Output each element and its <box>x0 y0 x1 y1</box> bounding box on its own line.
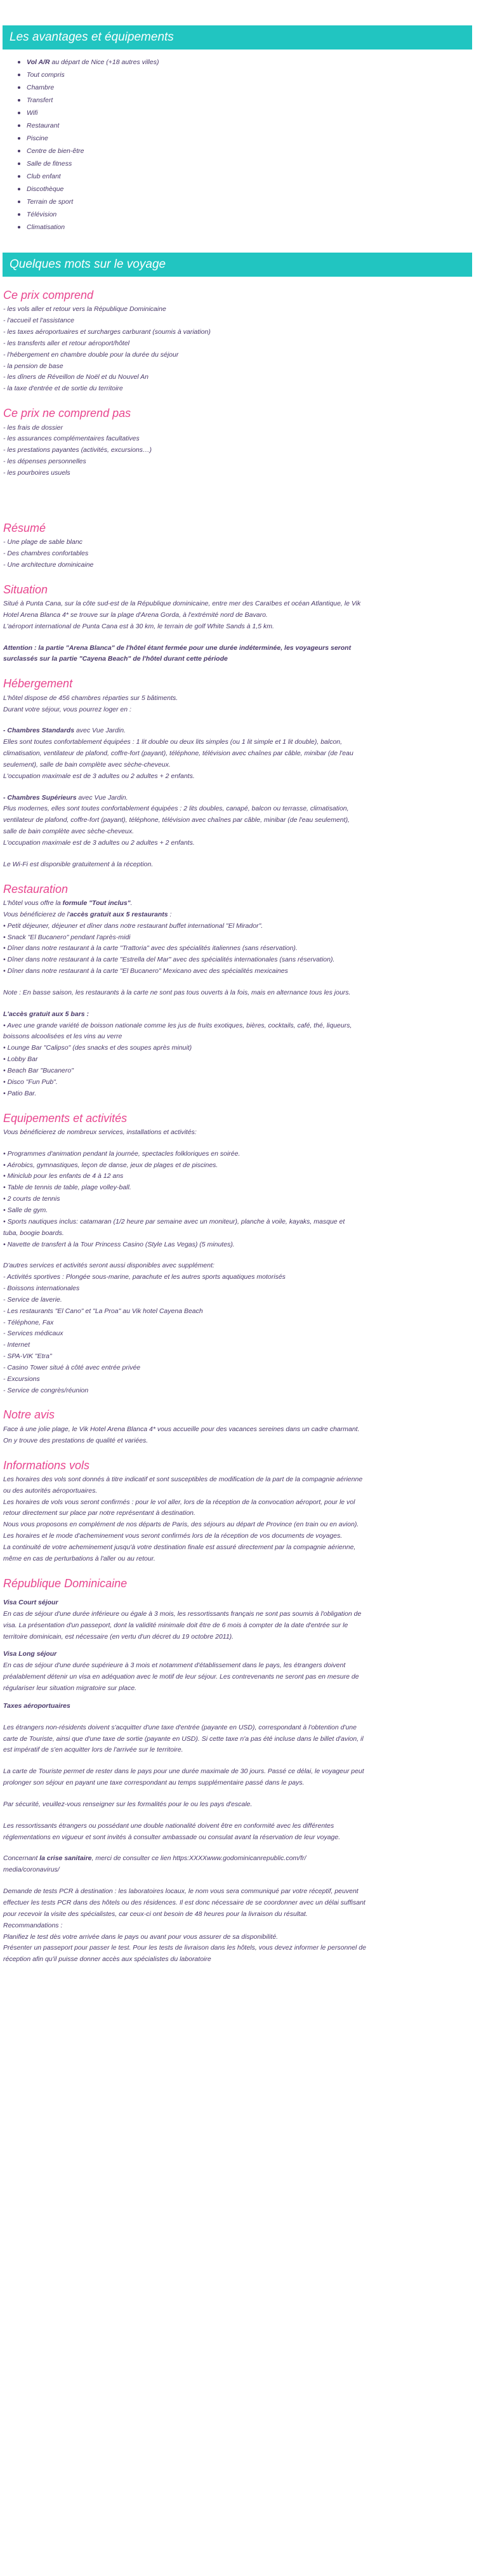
text-line: tuba, boogie boards. <box>3 1229 64 1237</box>
text-line: • Petit déjeuner, déjeuner et dîner dans notre restaurant buffet international "El Mirador". <box>3 921 263 930</box>
text-line: - Services médicaux <box>3 1330 63 1338</box>
ressortissants-text <box>3 1821 475 1844</box>
text-line: Elles sont toutes confortablement équipées : 1 lit double ou deux lits simples (ou 1 lit simple et 1 lit double), balcon, <box>3 738 343 746</box>
text-line: • Patio Bar. <box>3 1089 37 1097</box>
heading-prix-comprend: Ce prix comprend <box>3 289 94 301</box>
text-line: seulement), salle de bain complète avec sèche-cheveux. <box>3 760 171 769</box>
amenity-item: Centre de bien-être <box>18 145 481 157</box>
text-line: • Dîner dans notre restaurant à la carte "El Bucanero" Mexicano avec des spécialités mexicaines <box>3 967 288 975</box>
text-line: même en cas de perturbations à l'aller ou au retour. <box>3 1554 155 1562</box>
paid-services-intro: D'autres services et activités seront aussi disponibles avec supplément: <box>3 1262 214 1270</box>
text-line: Les étrangers non-résidents doivent s'acquitter d'une taxe d'entrée (payante en USD), correspondant à l'obtention d'une <box>3 1723 357 1731</box>
text-line: • Avec une grande variété de boisson nationale comme les jus de fruits exotiques, bières, cocktails, café, thé, liqueurs, <box>3 1021 352 1029</box>
text-line: territoire dominicain, est nécessaire (en vertu d'un décret du 19 octobre 2011). <box>3 1632 234 1641</box>
taxes-heading: Taxes aéroportuaires <box>3 1701 70 1710</box>
amenity-item: Télévision <box>18 208 481 221</box>
bars-list <box>3 1020 475 1100</box>
informations-vols-text <box>3 1474 475 1565</box>
standard-room-heading: - Chambres Standards avec Vue Jardin. <box>3 727 126 735</box>
text-line: - les transferts aller et retour aéroport/hôtel <box>3 339 130 347</box>
prix-ne-comprend-list <box>3 423 475 479</box>
text-line: • Lounge Bar "Calipso" (des snacks et des soupes après minuit) <box>3 1044 192 1052</box>
heading-restauration: Restauration <box>3 882 69 895</box>
wifi-note: Le Wi-Fi est disponible gratuitement à la réception. <box>3 860 154 868</box>
paid-services-list <box>3 1272 475 1396</box>
text-line: L'aéroport international de Punta Cana est à 30 km, le terrain de golf White Sands à 1,5 km. <box>3 622 274 630</box>
text-line: • Snack "El Bucanero" pendant l'après-midi <box>3 933 131 941</box>
amenity-item: Tout compris <box>18 69 481 81</box>
text-line: surclassés sur la partie "Cayena Beach" de l'hôtel durant cette période <box>3 655 228 663</box>
heading-informations-vols: Informations vols <box>3 1458 90 1472</box>
text-line: - Service de congrès/réunion <box>3 1386 89 1394</box>
amenity-item: Terrain de sport <box>18 195 481 208</box>
amenities-list <box>0 56 481 234</box>
visa-long-text <box>3 1660 475 1694</box>
text-line: Situé à Punta Cana, sur la côte sud-est de la République dominicaine, entre mer des Caraïbes et océan Atlantique, le Vik <box>3 600 361 608</box>
text-line: - Activités sportives : Plongée sous-marine, parachute et les autres sports aquatiques motorisés <box>3 1273 286 1281</box>
section-header-voyage: Quelques mots sur le voyage <box>3 253 472 277</box>
text-line: - Service de laverie. <box>3 1295 62 1304</box>
text-line: - les prestations payantes (activités, excursions…) <box>3 446 152 454</box>
text-line: - les taxes aéroportuaires et surcharges carburant (soumis à variation) <box>3 328 211 336</box>
heading-situation: Situation <box>3 583 48 596</box>
text-line: - les pourboires usuels <box>3 468 70 477</box>
standard-room-text <box>3 737 475 782</box>
text-line: - l'hébergement en chambre double pour la durée du séjour <box>3 350 179 359</box>
text-line: • Dîner dans notre restaurant à la carte "Trattoria" avec des spécialités italiennes (sans réservation). <box>3 944 298 953</box>
text-line: Durant votre séjour, vous pourrez loger en : <box>3 705 131 713</box>
amenity-item: Restaurant <box>18 119 481 132</box>
text-line: • Table de tennis de table, plage volley-ball. <box>3 1184 131 1192</box>
text-line: • Aérobics, gymnastiques, leçon de danse, jeux de plages et de piscines. <box>3 1161 218 1169</box>
taxes-text <box>3 1722 475 1757</box>
text-line: - Des chambres confortables <box>3 549 89 557</box>
text-line: • 2 courts de tennis <box>3 1195 60 1203</box>
text-line: Les horaires de vols vous seront confirmés : pour le vol aller, lors de la réception de la convocation aéroport, pour le vol <box>3 1498 355 1506</box>
text-line: climatisation, ventilateur de plafond, coffre-fort (payant), téléphone, télévision avec chaînes par câble, minibar (de l'eau <box>3 750 353 758</box>
text-line: • Beach Bar "Bucanero" <box>3 1067 74 1074</box>
text-line: Demande de tests PCR à destination : les laboratoires locaux, le nom vous sera communiqué par votre réceptif, peuvent <box>3 1887 359 1896</box>
text-line: - SPA-VIK "Etra" <box>3 1352 52 1361</box>
equipements-intro: Vous bénéficierez de nombreux services, installations et activités: <box>3 1128 197 1136</box>
restaurants-access: Vous bénéficierez de l'accès gratuit aux 5 restaurants : <box>3 910 172 918</box>
text-line: - les dépenses personnelles <box>3 458 86 466</box>
text-line: Les horaires et le mode d'acheminement vous seront confirmés lors de la réception de vos documents de voyages. <box>3 1532 343 1540</box>
text-line: En cas de séjour d'une durée inférieure ou égale à 3 mois, les ressortissants français ne sont pas soumis à l'obligation de <box>3 1609 362 1618</box>
pcr-text <box>3 1886 475 1965</box>
text-line: L'occupation maximale est de 3 adultes ou 2 adultes + 2 enfants. <box>3 838 195 847</box>
text-line: • Disco "Fun Pub". <box>3 1078 58 1086</box>
amenity-item: Transfert <box>18 94 481 107</box>
text-line: pour recevoir la visite des spécialistes, car ceux-ci ont besoin de 48 heures pour la livraison du résultat. <box>3 1910 308 1918</box>
text-line: effectuer les tests PCR dans des hôtels ou des résidences. Il est donc nécessaire de se coordonner avec un délai suffisant <box>3 1898 366 1906</box>
amenity-item: Chambre <box>18 81 481 94</box>
text-line: - Internet <box>3 1341 30 1349</box>
situation-text <box>3 598 475 633</box>
visa-court-text <box>3 1609 475 1643</box>
text-line: visa. La présentation d'un passeport, dont la validité minimale doit être de 6 mois à compter de la date d'entrée sur le <box>3 1621 348 1629</box>
formalites-text: Par sécurité, veuillez-vous renseigner sur les formalités pour le ou les pays d'escale. <box>3 1800 253 1808</box>
text-line: Présenter un passeport pour passer le test. Pour les tests de livraison dans les hôtels, vous devez informer le personnel de <box>3 1944 366 1952</box>
text-line: - les vols aller et retour vers la République Dominicaine <box>3 305 166 314</box>
amenity-item: Salle de fitness <box>18 157 481 170</box>
text-line: - Les restaurants "El Cano" et "La Proa" au Vik hotel Cayena Beach <box>3 1307 203 1315</box>
text-line: est impératif de s'en acquitter lors de l'arrivée sur le territoire. <box>3 1746 183 1754</box>
text-line: Les ressortissants étrangers ou possédant une double nationalité doivent être en conformité avec les différentes <box>3 1821 334 1830</box>
text-line: La carte de Touriste permet de rester dans le pays pour une durée maximale de 30 jours. Passé ce délai, le voyageur peut <box>3 1767 364 1776</box>
text-line: retour directement sur place par notre représentant à destination. <box>3 1509 195 1517</box>
situation-attention <box>3 643 475 666</box>
text-line: Hotel Arena Blanca 4* se trouve sur la plage d'Arena Gorda, à l'extrémité nord de Bavaro. <box>3 611 268 619</box>
text-line: Face à une jolie plage, le Vik Hotel Arena Blanca 4* vous accueille pour des vacances sereines dans un cadre charmant. <box>3 1425 360 1433</box>
text-line: - les frais de dossier <box>3 423 63 432</box>
text-line: salle de bain complète avec sèche-cheveux. <box>3 828 135 836</box>
text-line: - Boissons internationales <box>3 1285 80 1293</box>
text-line: réception afin qu'il puisse donner accès aux spécialistes du laboratoire <box>3 1955 211 1964</box>
text-line: • Navette de transfert à la Tour Princess Casino (Style Las Vegas) (5 minutes). <box>3 1240 235 1248</box>
notre-avis-text <box>3 1424 475 1447</box>
superior-room-text <box>3 803 475 849</box>
section-header-avantages: Les avantages et équipements <box>3 25 472 50</box>
sanitaire-link[interactable]: media/coronavirus/ <box>3 1866 60 1874</box>
text-line: carte de Touriste, ainsi que d'une taxe de sortie (payante en USD). Si cette taxe n'a pas été incluse dans le billet d'avion, il <box>3 1734 364 1743</box>
carte-touriste-text <box>3 1766 475 1789</box>
hebergement-intro <box>3 693 475 716</box>
heading-hebergement: Hébergement <box>3 677 73 690</box>
bars-heading: L'accès gratuit aux 5 bars : <box>3 1010 89 1018</box>
text-line: régulariser leur situation migratoire sur place. <box>3 1684 137 1692</box>
restaurant-note: Note : En basse saison, les restaurants à la carte ne sont pas tous ouverts à la fois, mais en alternance tous les jours. <box>3 988 351 996</box>
amenity-item: Climatisation <box>18 221 481 234</box>
text-line: Planifiez le test dès votre arrivée dans le pays ou avant pour vous assurer de sa disponibilité. <box>3 1932 279 1941</box>
text-line: - Excursions <box>3 1375 40 1383</box>
heading-equipements: Equipements et activités <box>3 1111 128 1125</box>
text-line: - Une architecture dominicaine <box>3 560 94 569</box>
sanitaire-text: Concernant la crise sanitaire, merci de consulter ce lien https:XXXXwww.godominicanrepublic.com/fr/ <box>3 1854 306 1863</box>
text-line: On y trouve des prestations de qualité et variées. <box>3 1436 148 1444</box>
visa-court-heading: Visa Court séjour <box>3 1599 58 1607</box>
voyage-content <box>0 288 481 1965</box>
heading-resume: Résumé <box>3 521 46 534</box>
text-line: • Dîner dans notre restaurant à la carte "Estrella del Mar" avec des spécialités internationales (sans réservation). <box>3 956 335 964</box>
visa-long-heading: Visa Long séjour <box>3 1650 57 1658</box>
text-line: La continuité de votre acheminement jusqu'à votre destination finale est assuré directement par la compagnie aérienne, <box>3 1543 356 1552</box>
amenity-item: Wifi <box>18 107 481 119</box>
text-line: Les horaires des vols sont donnés à titre indicatif et sont susceptibles de modification de la part de la compagnie aérienne <box>3 1475 363 1483</box>
text-line: L'hôtel dispose de 456 chambres réparties sur 5 bâtiments. <box>3 694 178 702</box>
text-line: Recommandations : <box>3 1921 63 1929</box>
text-line: • Sports nautiques inclus: catamaran (1/2 heure par semaine avec un moniteur), planche à voile, kayaks, masque et <box>3 1217 345 1225</box>
heading-prix-ne-comprend-pas: Ce prix ne comprend pas <box>3 407 131 420</box>
text-line: Plus modernes, elles sont toutes confortablement équipées : 2 lits doubles, canapé, balcon ou terrasse, climatisation, <box>3 805 349 813</box>
text-line: ventilateur de plafond, coffre-fort (payant), téléphone, télévision avec chaînes par câble, minibar (de l'eau seulement), <box>3 816 350 824</box>
formula-text: L'hôtel vous offre la formule "Tout inclus". <box>3 899 133 908</box>
text-line: - les assurances complémentaires facultatives <box>3 435 140 443</box>
amenity-item: Piscine <box>18 132 481 145</box>
text-line: ou des autorités aéroportuaires. <box>3 1486 98 1495</box>
text-line: Attention : la partie "Arena Blanca" de l'hôtel étant fermée pour une durée indéterminée, les voyageurs seront <box>3 644 352 652</box>
amenity-item: Club enfant <box>18 170 481 183</box>
amenity-item: Vol A/R au départ de Nice (+18 autres villes) <box>18 56 481 69</box>
text-line: - les dîners de Réveillon de Noël et du Nouvel An <box>3 373 148 381</box>
resume-list <box>3 537 475 571</box>
text-line: • Lobby Bar <box>3 1055 38 1064</box>
text-line: - Casino Tower situé à côté avec entrée privée <box>3 1363 141 1371</box>
text-line: - Une plage de sable blanc <box>3 538 82 546</box>
text-line: L'occupation maximale est de 3 adultes ou 2 adultes + 2 enfants. <box>3 772 195 780</box>
superior-room-heading: - Chambres Supérieurs avec Vue Jardin. <box>3 793 128 802</box>
restaurants-list <box>3 921 475 977</box>
text-line: - Téléphone, Fax <box>3 1318 54 1326</box>
text-line: • Programmes d'animation pendant la journée, spectacles folkloriques en soirée. <box>3 1149 240 1158</box>
text-line: boissons alcoolisées et les vins au verre <box>3 1033 122 1041</box>
text-line: En cas de séjour d'une durée supérieure à 3 mois et notamment d'établissement dans le pays, les étrangers doivent <box>3 1661 346 1670</box>
activities-list <box>3 1149 475 1251</box>
prix-comprend-list <box>3 304 475 395</box>
text-line: préalablement détenir un visa en adéquation avec le motif de leur séjour. Les contrevenants ne seront pas en mesure de <box>3 1673 359 1681</box>
text-line: réglementations en vigueur et sont invités à consulter ambassade ou consulat avant la réservation de leur voyage. <box>3 1833 341 1841</box>
amenity-item: Discothèque <box>18 183 481 195</box>
text-line: • Miniclub pour les enfants de 4 à 12 ans <box>3 1172 124 1180</box>
text-line: Nous vous proposons en complément de nos départs de Paris, des séjours au départ de Province (en train ou en avion). <box>3 1521 359 1529</box>
text-line: • Salle de gym. <box>3 1206 48 1214</box>
heading-republique-dominicaine: République Dominicaine <box>3 1576 128 1590</box>
heading-notre-avis: Notre avis <box>3 1408 55 1422</box>
text-line: - la pension de base <box>3 362 63 370</box>
text-line: - la taxe d'entrée et de sortie du territoire <box>3 385 123 393</box>
text-line: prolonger son séjour en payant une taxe correspondant au temps supplémentaire passé dans le pays. <box>3 1779 305 1787</box>
text-line: - l'accueil et l'assistance <box>3 317 74 325</box>
